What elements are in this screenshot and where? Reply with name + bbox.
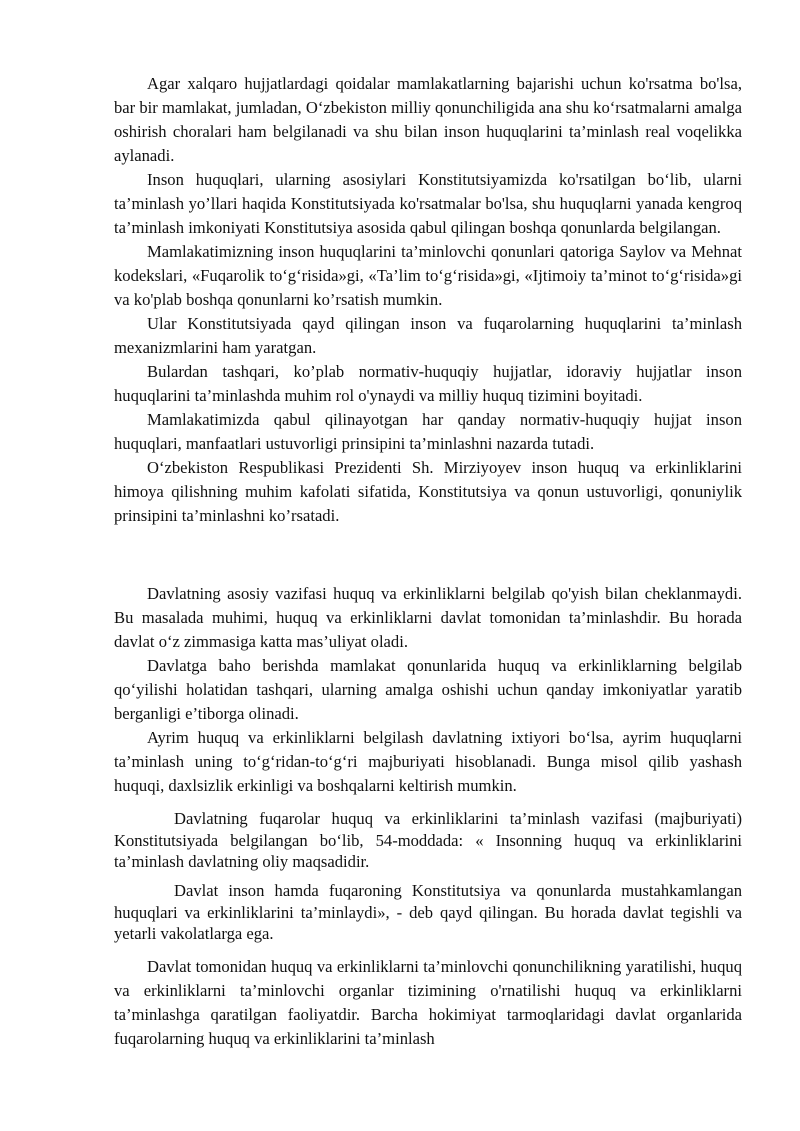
paragraph-9: Davlatga baho berishda mamlakat qonunlarida huquq va erkinliklarning belgilab qo‘yilishi holatidan tashqari, ularning amalga oshishi uchun qanday imkoniyatlar yaratib berganligi e’tiborga olinadi. [114, 656, 742, 723]
paragraph-4: Ular Konstitutsiyada qayd qilingan inson va fuqarolarning huquqlarini ta’minlash mexanizmlarini ham yaratgan. [114, 314, 742, 357]
text-section-3 [114, 808, 742, 873]
text-section-2 [114, 582, 742, 798]
paragraph-5: Bulardan tashqari, ko’plab normativ-huquqiy hujjatlar, idoraviy hujjatlar inson huquqlarini ta’minlashda muhim rol o'ynaydi va milliy huquq tizimini boyitadi. [114, 362, 742, 405]
paragraph-3: Mamlakatimizning inson huquqlarini ta’minlovchi qonunlari qatoriga Saylov va Mehnat kodekslari, «Fuqarolik to‘g‘risida»gi, «Ta’lim to‘g‘risida»gi, «Ijtimoiy ta’minot to‘g‘risida»gi va ko'plab boshqa qonunlarni ko’rsatish mumkin. [114, 242, 742, 309]
text-section-5 [114, 955, 742, 1051]
text-section-1 [114, 72, 742, 528]
paragraph-12: Davlat inson hamda fuqaroning Konstitutsiya va qonunlarda mustahkamlangan huquqlari va erkinliklarini ta’minlaydi», - deb qayd qilingan. Bu horada davlat tegishli va yetarli vakolatlarga ega. [114, 881, 742, 943]
paragraph-6: Mamlakatimizda qabul qilinayotgan har qanday normativ-huquqiy hujjat inson huquqlari, manfaatlari ustuvorligi prinsipini ta’minlashni nazarda tutadi. [114, 410, 742, 453]
paragraph-8: Davlatning asosiy vazifasi huquq va erkinliklarni belgilab qo'yish bilan cheklanmaydi. Bu masalada muhimi, huquq va erkinliklarni davlat tomonidan ta’minlashdir. Bu horada davlat o‘z zimmasiga katta mas’uliyat oladi. [114, 584, 742, 651]
paragraph-2: Inson huquqlari, ularning asosiylari Konstitutsiyamizda ko'rsatilgan bo‘lib, ularni ta’minlash yo’llari haqida Konstitutsiyada ko'rsatmalar bo'lsa, shu huquqlarni yanada kengroq ta’minlash imkoniyati Konstitutsiya asosida qabul qilingan boshqa qonunlarda belgilangan. [114, 170, 742, 237]
paragraph-11: Davlatning fuqarolar huquq va erkinliklarini ta’minlash vazifasi (majburiyati) Konstitutsiyada belgilangan bo‘lib, 54-moddada: « Insonning huquq va erkinliklarini ta’minlash davlatning oliy maqsadidir. [114, 809, 742, 871]
paragraph-7: O‘zbekiston Respublikasi Prezidenti Sh. Mirziyoyev inson huquq va erkinliklarini himoya qilishning muhim kafolati sifatida, Konstitutsiya va qonun ustuvorligi, qonuniylik prinsipini ta’minlashni ko’rsatadi. [114, 458, 742, 525]
text-section-4 [114, 880, 742, 945]
paragraph-1: Agar xalqaro hujjatlardagi qoidalar mamlakatlarning bajarishi uchun ko'rsatma bo'lsa, bar bir mamlakat, jumladan, O‘zbekiston milliy qonunchiligida ana shu ko‘rsatmalarni amalga oshirish choralari ham belgilanadi va shu bilan inson huquqlarini ta’minlash real voqelikka aylanadi. [114, 74, 742, 165]
paragraph-13: Davlat tomonidan huquq va erkinliklarni ta’minlovchi qonunchilikning yaratilishi, huquq va erkinliklarni ta’minlovchi organlar tizimining o'rnatilishi huquq va erkinliklarni ta’minlashga qaratilgan faoliyatdir. Barcha hokimiyat tarmoqlaridagi davlat organlarida fuqarolarning huquq va erkinliklarini ta’minlash [114, 957, 742, 1048]
paragraph-10: Ayrim huquq va erkinliklarni belgilash davlatning ixtiyori bo‘lsa, ayrim huquqlarni ta’minlash uning to‘g‘ridan-to‘g‘ri majburiyati hisoblanadi. Bunga misol qilib yashash huquqi, daxlsizlik erkinligi va boshqalarni keltirish mumkin. [114, 728, 742, 795]
